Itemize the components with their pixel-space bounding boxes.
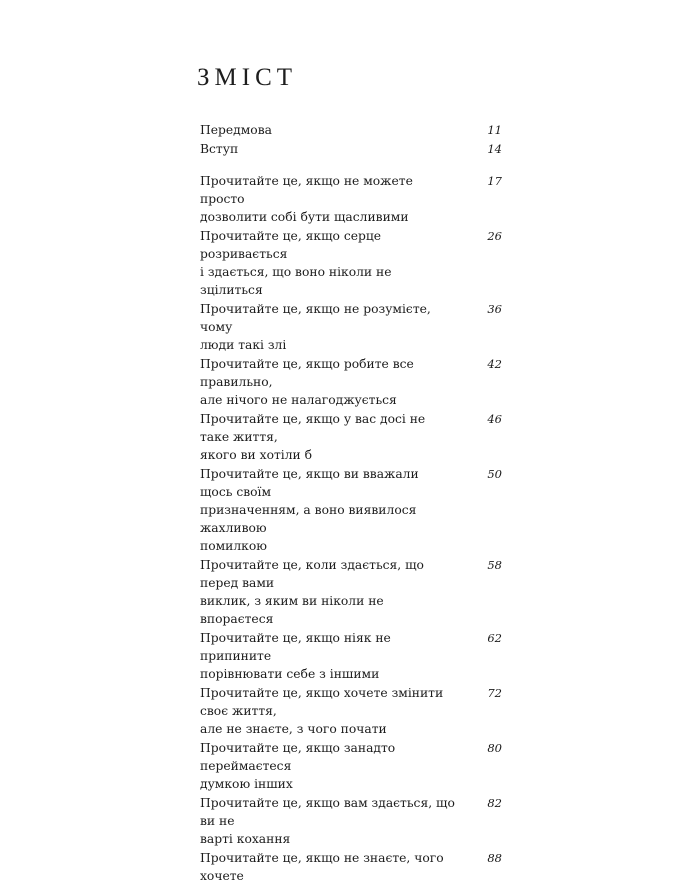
toc-entry	[200, 300, 502, 354]
toc-entry	[200, 629, 502, 683]
toc-entry	[200, 794, 502, 848]
toc-entry	[200, 227, 502, 299]
toc-entry-page: 72	[487, 686, 502, 700]
page-title: ЗМІСТ	[197, 64, 298, 91]
toc-entry-title: Передмова	[200, 123, 272, 137]
toc-entry	[200, 465, 502, 555]
toc-entry-title: Прочитайте це, коли здається, що перед вами виклик, з яким ви ніколи не впораєтеся	[200, 558, 424, 626]
toc-entry-title: Прочитайте це, якщо занадто переймаєтеся думкою інших	[200, 741, 396, 791]
toc-entry	[200, 556, 502, 628]
toc-entry-title: Прочитайте це, якщо не розумієте, чому люди такі злі	[200, 302, 431, 352]
toc-entry	[200, 355, 502, 409]
toc-entry-page: 82	[487, 796, 502, 810]
toc-entry	[200, 739, 502, 793]
toc-entry-title: Прочитайте це, якщо хочете змінити своє життя, але не знаєте, з чого почати	[200, 686, 444, 736]
toc-entry-title: Прочитайте це, якщо серце розривається і здається, що воно ніколи не зцілиться	[200, 229, 392, 297]
toc-entry-page: 17	[487, 174, 502, 188]
toc-entry-page: 11	[487, 123, 502, 137]
toc-entry	[200, 172, 502, 226]
toc-entry-page: 26	[487, 229, 502, 243]
toc-entry	[200, 849, 502, 885]
toc-entry-title: Прочитайте це, якщо не знаєте, чого хочете	[200, 851, 444, 883]
toc-entry	[200, 140, 502, 158]
toc-entry	[200, 121, 502, 139]
toc-entry-page: 80	[487, 741, 502, 755]
toc-entry	[200, 684, 502, 738]
toc-list	[200, 121, 502, 886]
toc-entry-page: 50	[487, 467, 502, 481]
toc-entry-title: Вступ	[200, 142, 239, 156]
toc-entry-page: 14	[487, 142, 502, 156]
toc-entry-page: 62	[487, 631, 502, 645]
toc-entry-title: Прочитайте це, якщо ніяк не припините порівнювати себе з іншими	[200, 631, 391, 681]
toc-entry-page: 36	[487, 302, 502, 316]
toc-entry-title: Прочитайте це, якщо у вас досі не таке життя, якого ви хотіли б	[200, 412, 426, 462]
toc-entry-page: 88	[487, 851, 502, 865]
toc-entry-title: Прочитайте це, якщо ви вважали щось своїм призначенням, а воно виявилося жахливою помилкою	[200, 467, 419, 553]
toc-entry-page: 58	[487, 558, 502, 572]
toc-entry-page: 42	[487, 357, 502, 371]
toc-entry-page: 46	[487, 412, 502, 426]
toc-entry-title: Прочитайте це, якщо робите все правильно, але нічого не налагоджується	[200, 357, 414, 407]
toc-entry-title: Прочитайте це, якщо вам здається, що ви не варті кохання	[200, 796, 455, 846]
toc-entry	[200, 410, 502, 464]
toc-entry-title: Прочитайте це, якщо не можете просто дозволити собі бути щасливими	[200, 174, 413, 224]
